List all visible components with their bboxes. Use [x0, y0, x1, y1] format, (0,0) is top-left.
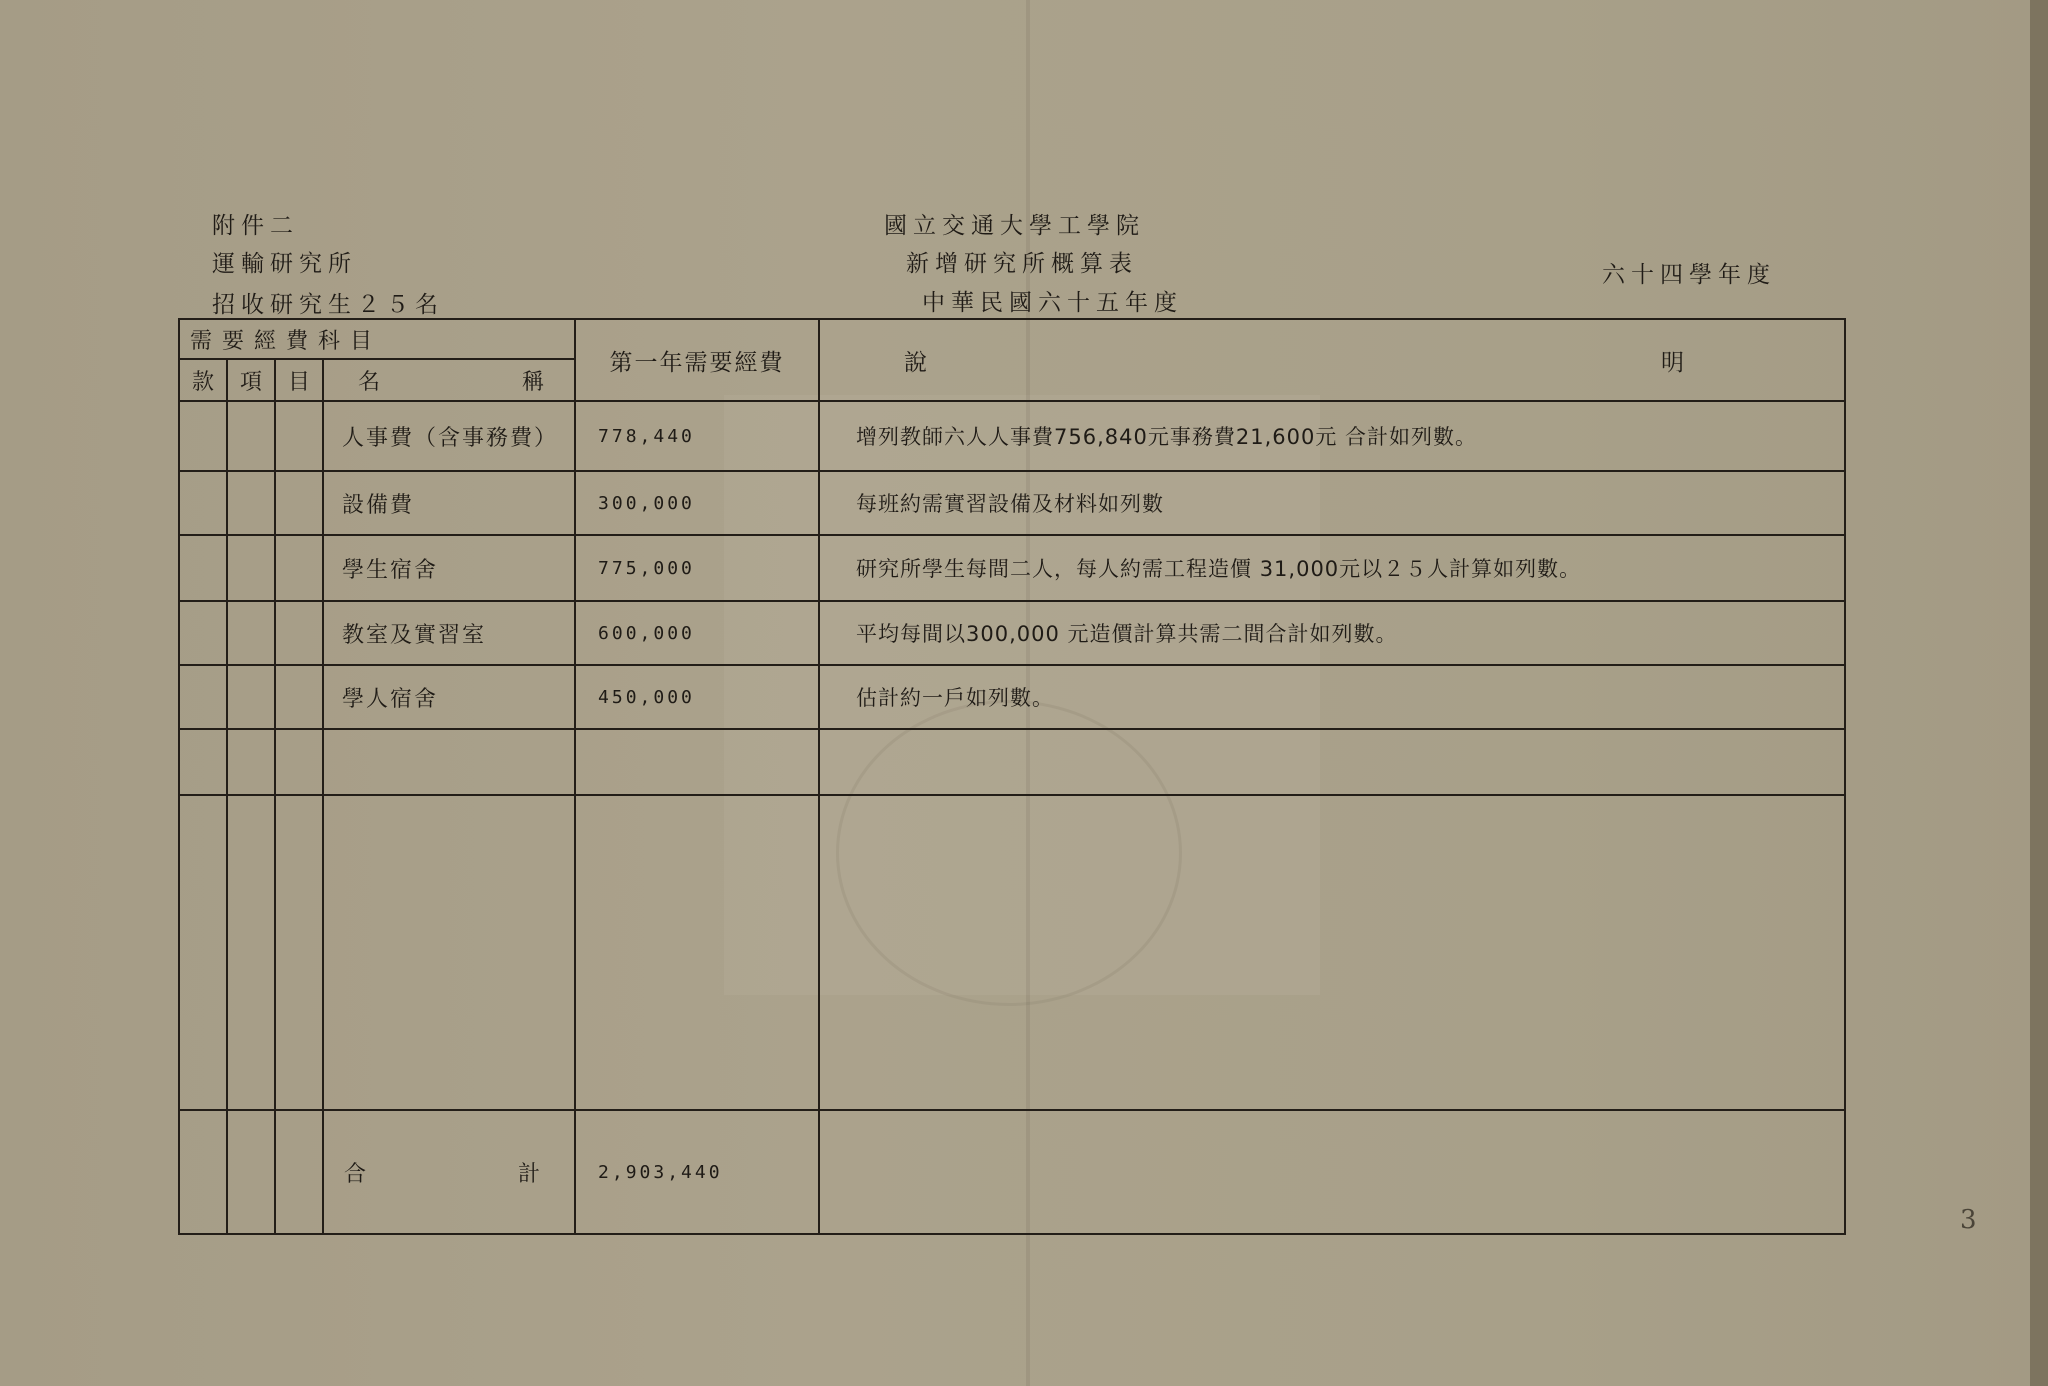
item-description: 研究所學生每間二人，每人約需工程造價 31,000元以２５人計算如列數。: [819, 535, 1845, 601]
xiang-cell: [227, 401, 275, 471]
item-amount: 450,000: [575, 665, 819, 729]
fiscal-year: 中華民國六十五年度: [922, 290, 1183, 316]
page-number: 3: [1960, 1205, 1977, 1235]
kuan-cell: [179, 471, 227, 535]
item-description: 每班約需實習設備及材料如列數: [819, 471, 1845, 535]
budget-table: [178, 318, 1846, 1235]
empty-cell: [179, 1110, 227, 1234]
empty-cell: [179, 795, 227, 1110]
institute-name: 運輸研究所: [212, 251, 357, 277]
item-amount: 778,440: [575, 401, 819, 471]
mu-cell: [275, 471, 323, 535]
table-header-row: [179, 319, 1845, 359]
university-title: 國立交通大學工學院: [884, 213, 1145, 239]
description-header-a: 說: [904, 349, 928, 376]
document-title: 新增研究所概算表: [906, 251, 1138, 277]
item-amount: 300,000: [575, 471, 819, 535]
xiang-cell: [227, 665, 275, 729]
col-xiang: 項: [227, 359, 275, 401]
item-name: 學人宿舍: [323, 665, 575, 729]
empty-cell: [819, 729, 1845, 795]
empty-cell: [575, 795, 819, 1110]
xiang-cell: [227, 601, 275, 665]
empty-cell: [323, 729, 575, 795]
table-row: [179, 665, 1845, 729]
col-name: [323, 359, 575, 401]
empty-cell: [819, 1110, 1845, 1234]
item-description: 增列教師六人人事費756,840元事務費21,600元 合計如列數。: [819, 401, 1845, 471]
mu-cell: [275, 535, 323, 601]
empty-cell: [275, 1110, 323, 1234]
empty-cell: [819, 795, 1845, 1110]
empty-cell: [179, 729, 227, 795]
item-description: 估計約一戶如列數。: [819, 665, 1845, 729]
empty-cell: [575, 729, 819, 795]
col-name-b: 稱: [522, 369, 545, 395]
mu-cell: [275, 401, 323, 471]
item-name: 設備費: [323, 471, 575, 535]
category-header: 需要經費科目: [179, 319, 575, 359]
table-row: [179, 401, 1845, 471]
item-name: 學生宿舍: [323, 535, 575, 601]
enrollment-note: 招收研究生２５名: [212, 292, 444, 318]
kuan-cell: [179, 401, 227, 471]
empty-cell: [227, 729, 275, 795]
total-label: [323, 1110, 575, 1234]
item-amount: 600,000: [575, 601, 819, 665]
total-label-a: 合: [344, 1161, 367, 1187]
description-header-b: 明: [1661, 349, 1685, 376]
paper-edge: [2030, 0, 2048, 1386]
item-name: 人事費（含事務費）: [323, 401, 575, 471]
empty-cell: [275, 795, 323, 1110]
xiang-cell: [227, 535, 275, 601]
total-row: [179, 1110, 1845, 1234]
mu-cell: [275, 665, 323, 729]
empty-cell: [275, 729, 323, 795]
academic-year: 六十四學年度: [1602, 262, 1776, 288]
description-header: [819, 319, 1845, 401]
item-name: 教室及實習室: [323, 601, 575, 665]
empty-cell: [227, 1110, 275, 1234]
mu-cell: [275, 601, 323, 665]
kuan-cell: [179, 535, 227, 601]
table-row: [179, 471, 1845, 535]
attachment-label: 附件二: [212, 213, 299, 239]
table-row: [179, 535, 1845, 601]
empty-row: [179, 795, 1845, 1110]
kuan-cell: [179, 665, 227, 729]
kuan-cell: [179, 601, 227, 665]
item-amount: 775,000: [575, 535, 819, 601]
item-description: 平均每間以300,000 元造價計算共需二間合計如列數。: [819, 601, 1845, 665]
empty-row: [179, 729, 1845, 795]
empty-cell: [323, 795, 575, 1110]
empty-cell: [227, 795, 275, 1110]
table-row: [179, 601, 1845, 665]
total-amount: 2,903,440: [575, 1110, 819, 1234]
col-name-a: 名: [358, 369, 381, 395]
xiang-cell: [227, 471, 275, 535]
total-label-b: 計: [518, 1161, 541, 1187]
col-mu: 目: [275, 359, 323, 401]
amount-header: 第一年需要經費: [575, 319, 819, 401]
col-kuan: 款: [179, 359, 227, 401]
